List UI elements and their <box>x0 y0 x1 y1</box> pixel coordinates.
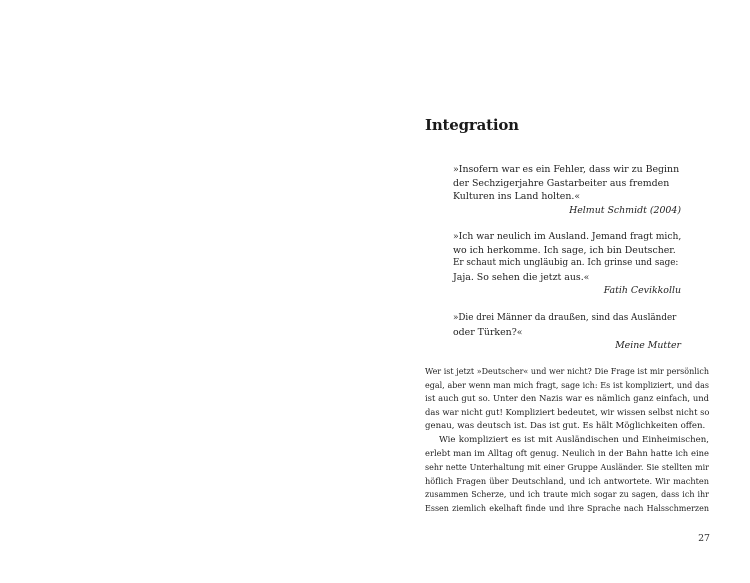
epigraph-quote-1 <box>453 163 681 217</box>
body-line: Wer ist jetzt »Deutscher« und wer nicht? Die Frage ist mir persönlich <box>425 367 709 376</box>
quote-author: Fatih Cevikkollu <box>603 285 681 297</box>
body-line: genau, was deutsch ist. Das ist gut. Es hält Möglichkeiten offen. <box>425 420 706 431</box>
quote-line: »Insofern war es ein Fehler, dass wir zu Beginn <box>453 164 680 175</box>
body-line: erlebt man im Alltag oft genug. Neulich in der Bahn hatte ich eine <box>425 448 709 459</box>
body-line: höflich Fragen über Deutschland, und ich antwortete. Wir machten <box>425 475 709 486</box>
quote-line: oder Türken?« <box>453 326 523 338</box>
quote-line: der Sechzigerjahre Gastarbeiter aus fremden <box>453 177 670 189</box>
quote-author: Meine Mutter <box>615 340 681 352</box>
page-number: 27 <box>698 533 710 544</box>
body-line: ist auch gut so. Unter den Nazis war es nämlich ganz einfach, und <box>425 393 709 404</box>
quote-line: »Ich war neulich im Ausland. Jemand fragt mich, <box>453 231 682 242</box>
epigraph-quote-2 <box>453 230 681 298</box>
quote-line: Er schaut mich ungläubig an. Ich grinse und sage: <box>453 258 679 269</box>
quote-line: »Die drei Männer da draußen, sind das Ausländer <box>453 313 677 323</box>
chapter-heading: Integration <box>425 116 519 134</box>
body-line: zusammen Scherze, und ich traute mich sogar zu sagen, dass ich ihr <box>425 490 709 500</box>
body-line: Essen ziemlich ekelhaft finde und ihre Sprache nach Halsschmerzen <box>425 504 709 514</box>
body-line: das war nicht gut! Kompliziert bedeutet, wir wissen selbst nicht so <box>425 407 710 418</box>
quote-author: Helmut Schmidt (2004) <box>569 204 681 216</box>
epigraph-quote-3 <box>453 312 681 353</box>
quote-line: Kulturen ins Land holten.« <box>453 191 581 203</box>
body-text <box>425 365 709 516</box>
body-line: sehr nette Unterhaltung mit einer Gruppe Ausländer. Sie stellten mir <box>425 462 709 472</box>
body-line: egal, aber wenn man mich fragt, sage ich: Es ist kompliziert, und das <box>425 380 709 390</box>
body-line: Wie kompliziert es ist mit Ausländischen und Einheimischen, <box>439 434 709 445</box>
quote-line: wo ich herkomme. Ich sage, ich bin Deutscher. <box>453 244 676 256</box>
quote-line: Jaja. So sehen die jetzt aus.« <box>453 271 590 283</box>
